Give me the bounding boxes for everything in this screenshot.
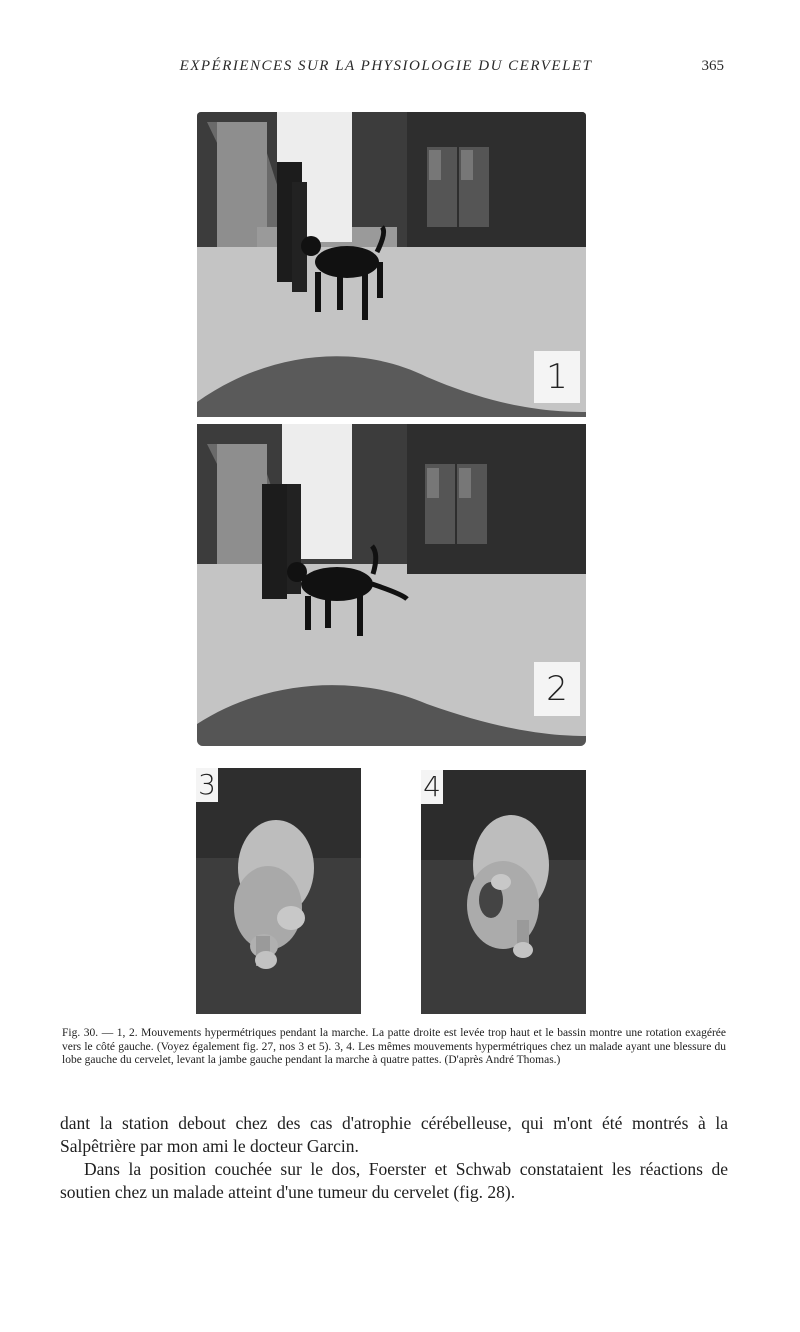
- page-number: 365: [701, 58, 724, 74]
- patient-crawling-image-3: [196, 768, 361, 1014]
- patient-crawling-image-4: [421, 770, 586, 1014]
- frame-label-2: 2: [534, 662, 580, 716]
- dog-walking-image-2: [197, 424, 586, 746]
- figure-frame-2-photo: [197, 424, 586, 746]
- figure-caption: Fig. 30. — 1, 2. Mouvements hypermétriques pendant la marche. La patte droite est levée trop haut et le bassin montre une rotation exagérée vers le côté gauche. (Voyez également fig. 27, nos 3 et 5). 3, 4. Les mêmes mouvements hypermétriques chez un malade ayant une blessure du lobe gauche du cervelet, levant la jambe gauche pendant la marche à quatre pattes. (D'après André Thomas.): [62, 1027, 726, 1066]
- figure-frame-3-photo: [196, 768, 361, 1014]
- body-text: [60, 1112, 728, 1204]
- body-paragraph-1: dant la station debout chez des cas d'atrophie cérébelleuse, qui m'ont été montrés à la Salpêtrière par mon ami le docteur Garcin.: [60, 1113, 728, 1156]
- body-paragraph-2: Dans la position couchée sur le dos, Foerster et Schwab constataient les réactions de soutien chez un malade atteint d'une tumeur du cervelet (fig. 28).: [60, 1159, 728, 1202]
- frame-label-4: 4: [421, 770, 443, 804]
- frame-label-1: 1: [534, 351, 580, 403]
- figure-frame-4-photo: [421, 770, 586, 1014]
- frame-label-3: 3: [196, 768, 218, 802]
- figure-frame-1-photo: [197, 112, 586, 417]
- running-head: EXPÉRIENCES SUR LA PHYSIOLOGIE DU CERVELET: [179, 58, 593, 74]
- dog-walking-image-1: [197, 112, 586, 417]
